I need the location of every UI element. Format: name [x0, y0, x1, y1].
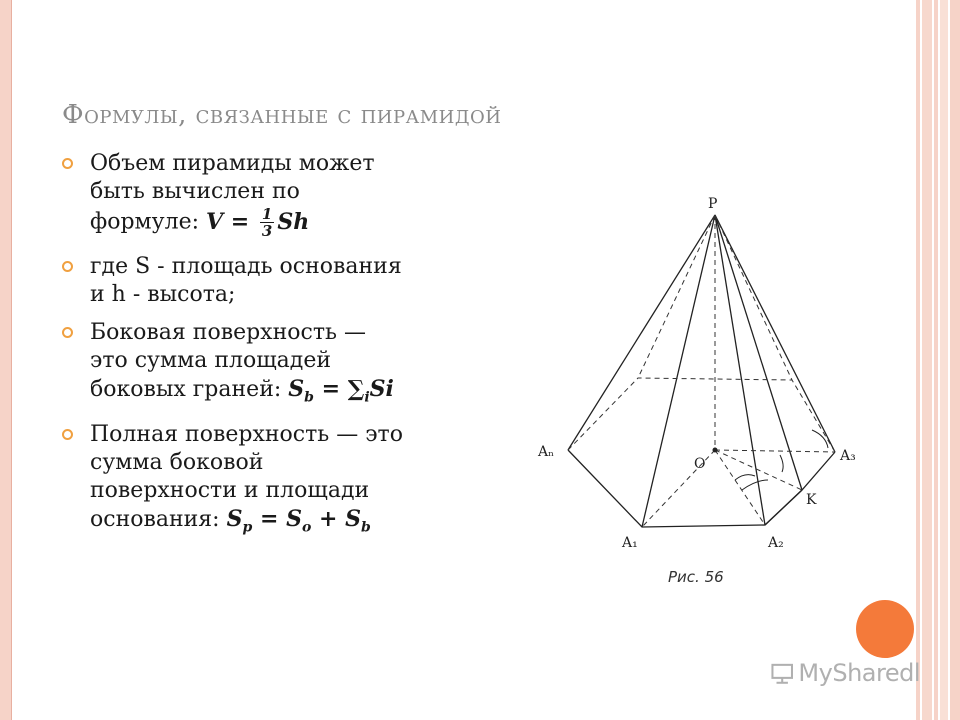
pyramid-figure	[530, 180, 890, 590]
orange-accent-dot	[856, 600, 914, 658]
label-a1: A₁	[622, 535, 638, 551]
bullet-marker-icon	[62, 158, 73, 169]
right-frame-stripes	[916, 0, 960, 720]
bullet-volume: Объем пирамиды может быть вычислен по формуле: V = $\frac{1}{3}$ Sh	[62, 150, 502, 239]
total-surface-formula: $S_p = S_o + S_b$	[226, 506, 371, 536]
volume-formula: V = $\frac{1}{3}$ Sh	[206, 205, 310, 240]
bullet-total-surface: Полная поверхность — это сумма боковой поверхности и площади основания: $S_p = S_o + S_b$	[62, 421, 502, 541]
label-an: Aₙ	[538, 444, 555, 460]
label-o: O	[694, 456, 706, 472]
bullet-marker-icon	[62, 261, 73, 272]
bullet-lateral-surface: Боковая поверхность — это сумма площадей боковых граней: $S_b = \sum_iSi$	[62, 319, 502, 411]
point-o	[713, 448, 718, 453]
edge-p-an	[568, 215, 715, 450]
edge-p-a3	[715, 215, 835, 452]
title-divider	[62, 142, 802, 143]
angle-arc-3	[780, 455, 783, 472]
base-back-edges	[568, 378, 835, 452]
label-p: P	[708, 196, 718, 212]
bullet-list	[62, 150, 502, 552]
edge-p-a1	[642, 215, 715, 527]
figure-caption: Рис. 56	[668, 568, 724, 586]
bullet-marker-icon	[62, 429, 73, 440]
bullet-definitions: где S - площадь основания и h - высота;	[62, 253, 502, 309]
label-a2: A₂	[768, 535, 784, 551]
edge-p-k	[715, 215, 802, 490]
pyramid-diagram	[530, 180, 890, 590]
slide-title: Формулы, связанные с пирамидой	[62, 100, 502, 130]
lateral-surface-formula: $S_b = \sum_iSi$	[288, 376, 394, 406]
angle-arc-1	[742, 480, 768, 490]
label-a3: A₃	[840, 448, 856, 464]
edge-p-a2	[715, 215, 765, 525]
edge-hidden-2	[715, 215, 792, 380]
left-frame-border	[0, 0, 12, 720]
presentation-screen-icon	[770, 659, 794, 687]
label-k: K	[806, 492, 817, 508]
bullet-marker-icon	[62, 327, 73, 338]
edge-hidden-1	[638, 215, 715, 378]
watermark-text: MySharedl	[798, 659, 920, 687]
watermark	[770, 656, 920, 690]
